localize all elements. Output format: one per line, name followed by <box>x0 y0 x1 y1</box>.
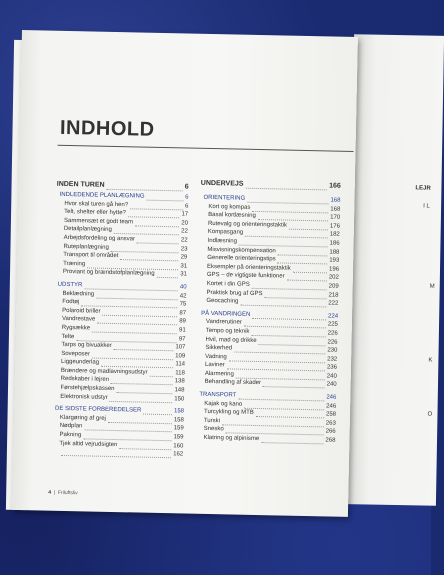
toc-entry-label: Sikkerhed <box>205 345 233 352</box>
toc-entry-page: 225 <box>327 321 338 328</box>
toc-entry-page: 168 <box>330 206 341 213</box>
toc-entry-label: Soveposer <box>61 350 90 358</box>
toc-entry-page: 232 <box>327 356 338 363</box>
toc-entry-label: Alarmering <box>204 370 234 378</box>
toc-entry-page: 170 <box>330 214 341 221</box>
toc-entry-label: Hvor skal turen gå hen? <box>64 200 129 208</box>
toc-entry-page: 182 <box>329 231 340 239</box>
toc-entry-label: Tjek altid vejrudsigten <box>59 440 118 448</box>
toc-entry-label: INDEN TUREN <box>56 180 105 189</box>
toc-entry-page: 42 <box>179 292 187 300</box>
toc-entry-label: Turcykling og MTB <box>203 409 254 417</box>
toc-entry-page: 226 <box>327 338 338 346</box>
toc-leader-dots <box>246 188 327 191</box>
toc-left-column <box>51 181 189 461</box>
toc-entry-label: Tarps og bivuakker <box>61 341 112 350</box>
toc-entry-page: 158 <box>173 417 184 424</box>
toc-leader-dots <box>137 242 179 244</box>
toc-leader-dots <box>135 225 179 227</box>
toc-leader-dots <box>287 280 327 282</box>
toc-entry-page: 17 <box>181 211 189 218</box>
book-page <box>12 30 358 517</box>
toc-entry-label: Kajak og kano <box>204 400 243 408</box>
toc-entry-page: 29 <box>180 254 188 261</box>
toc-entry-label: Misvisningskompensation <box>207 246 276 254</box>
toc-entry-page: 40 <box>179 284 187 291</box>
toc-entry-page: 246 <box>326 394 337 401</box>
toc-entry-label: Sammensæt et godt team <box>63 217 134 226</box>
toc-entry-page: 148 <box>174 387 185 394</box>
right-page-text-fragment: K <box>428 357 433 364</box>
toc-right-column <box>195 180 340 446</box>
toc-entry-label: Liggeunderlag <box>60 359 100 366</box>
toc-entry-label: Beklædning <box>62 290 95 298</box>
toc-leader-dots <box>277 254 327 256</box>
toc-entry-label: Træning <box>63 260 86 268</box>
page-footer <box>48 490 77 497</box>
toc-entry-label: TRANSPORT <box>199 391 237 399</box>
toc-leader-dots <box>150 376 173 377</box>
toc-entry-label: Transport til området <box>63 252 119 260</box>
toc-entry <box>51 449 183 460</box>
toc-entry-label: PÅ VANDRINGEN <box>201 310 251 318</box>
toc-leader-dots <box>240 305 326 308</box>
right-page-text-fragment: M <box>429 283 435 290</box>
toc-leader-dots <box>109 401 172 403</box>
toc-entry-label: Hvil, mad og drikke <box>205 336 257 344</box>
toc-leader-dots <box>128 216 179 218</box>
toc-entry-label: Proviant og brændstofplanlægning <box>62 269 155 278</box>
toc-entry-label: Praktisk brug af GPS <box>206 289 263 297</box>
toc-entry-label: UNDERVEJS <box>200 179 244 188</box>
toc-entry-page: 107 <box>175 344 186 351</box>
toc-entry-page: 160 <box>173 442 184 450</box>
toc-leader-dots <box>143 414 172 416</box>
toc-entry-label: Vadning <box>205 353 227 361</box>
toc-entry-page: 266 <box>325 428 336 436</box>
toc-entry-label: Telte <box>61 333 75 340</box>
toc-entry-label: Arbejdsfordeling og ansvar <box>63 234 136 243</box>
toc-leader-dots <box>107 189 183 192</box>
toc-entry-page: 240 <box>326 373 337 380</box>
toc-entry-page: 22 <box>181 228 188 235</box>
toc-entry-label: Rygsække <box>61 324 91 332</box>
toc-entry-label: Ruteplanlægning <box>63 243 109 251</box>
toc-entry-page: 224 <box>327 313 339 320</box>
toc-entry-label: Førstehjælpskassen <box>60 384 115 393</box>
toc-entry-label: Klatring og alpinisme <box>203 434 260 443</box>
footer-separator: | <box>52 489 57 496</box>
toc-entry-page: 176 <box>329 223 341 230</box>
toc-entry-page: 209 <box>328 283 339 290</box>
toc-entry-label: Kompasgang <box>207 229 244 237</box>
toc-entry-page: 236 <box>326 364 338 371</box>
toc-leader-dots <box>261 442 323 444</box>
toc-entry-page: 31 <box>180 271 187 278</box>
toc-entry-label: Generelle orienteringstips <box>207 255 276 263</box>
toc-entry-page: 114 <box>175 361 186 368</box>
toc-entry-page: 196 <box>328 266 340 273</box>
toc-entry-page: 23 <box>180 245 188 253</box>
toc-entry-label: Behandling af skader <box>204 379 262 387</box>
right-page <box>346 34 444 505</box>
right-page-heading-fragment: LEJR <box>415 185 431 192</box>
toc-entry-label: ORIENTERING <box>203 194 246 202</box>
footer-page-number: 4 <box>48 489 52 496</box>
toc-entry-label: Vandrerutiner <box>205 319 242 326</box>
toc-entry-label: Turski <box>203 417 221 425</box>
toc-entry-label: Pakning <box>59 431 82 439</box>
toc-entry-page: 91 <box>178 327 186 334</box>
toc-entry-page: 246 <box>326 403 337 410</box>
toc-entry-label: Klargøring af grej <box>59 414 106 422</box>
toc-leader-dots <box>146 200 183 202</box>
toc-leader-dots <box>293 271 327 273</box>
toc-entry-page: 138 <box>174 378 185 385</box>
toc-entry-page: 150 <box>174 395 185 403</box>
toc-entry-page: 31 <box>180 263 188 270</box>
toc-entry-page: 6 <box>184 203 189 210</box>
toc-entry-page: 20 <box>181 220 189 227</box>
toc-entry-label: Polaroid briller <box>62 307 101 315</box>
toc-entry-page: 193 <box>329 257 340 264</box>
toc-entry-page: 159 <box>173 434 184 441</box>
toc-entry-label: Kortet i din GPS <box>206 280 250 288</box>
toc-entry-label: Fodtøj <box>62 299 80 306</box>
toc-entry-label: Vandrestave <box>61 316 96 323</box>
toc-entry-label: Nødplan <box>59 423 83 430</box>
toc-entry-label: Detailplanlægning <box>63 226 112 234</box>
right-page-text-fragment: I L <box>423 203 430 210</box>
toc-entry-page: 222 <box>328 300 339 307</box>
toc-entry-label: UDSTYR <box>57 281 83 289</box>
toc-entry-page: 97 <box>178 335 186 342</box>
toc-entry-page: 258 <box>325 411 337 418</box>
toc-entry-page: 89 <box>179 318 186 325</box>
toc-entry-page: 87 <box>179 310 187 317</box>
toc-entry-label: Redskaber i lejren <box>60 376 110 384</box>
toc-entry-page: 158 <box>173 408 185 415</box>
toc-entry-page: 118 <box>175 370 185 377</box>
toc-entry-page: 240 <box>326 381 337 389</box>
toc-leader-dots <box>277 263 327 265</box>
toc-entry-label: GPS – de vigtigste funktioner <box>206 272 285 280</box>
toc-entry-label: DE SIDSTE FORBEREDELSER <box>55 406 142 414</box>
toc-entry-page: 202 <box>328 274 339 282</box>
toc-entry-page: 168 <box>330 197 341 204</box>
toc-entry-label: Elektronisk udstyr <box>60 393 108 401</box>
toc-entry-page: 75 <box>179 301 187 308</box>
toc-leader-dots <box>61 455 171 458</box>
toc-entry-page: 188 <box>329 249 340 256</box>
toc-entry-page: 218 <box>328 292 339 299</box>
toc-entry-label: Eksempler på orienteringstaktik <box>207 263 291 272</box>
toc-entry-label: INDLEDENDE PLANLÆGNING <box>59 191 145 200</box>
toc-entry-label: Tempo og teknik <box>205 327 250 335</box>
toc-entry-page: 268 <box>325 437 336 444</box>
toc-entry-label: Rutevalg og orienteringstaktik <box>207 220 288 229</box>
footer-book-name: Friluftsliv <box>57 489 78 497</box>
right-page-text-fragment: O <box>427 411 433 418</box>
toc-entry-page: 22 <box>180 237 188 244</box>
toc-entry-label: Laviner <box>204 362 225 369</box>
toc-entry-label: Telt, shelter eller hytte? <box>64 209 126 217</box>
toc-entry-page: 263 <box>325 420 336 427</box>
toc-entry-page: 6 <box>185 194 189 201</box>
toc-leader-dots <box>263 387 325 389</box>
toc-leader-dots <box>289 228 328 230</box>
toc-entry <box>195 435 335 447</box>
toc-leader-dots <box>157 277 178 278</box>
page-title: INDHOLD <box>59 116 155 141</box>
toc-entry-label: Geocaching <box>206 298 239 305</box>
title-rule <box>58 145 354 152</box>
toc-entry-page: 166 <box>329 182 341 190</box>
toc-entry-page: 226 <box>327 330 338 337</box>
toc-entry-page: 186 <box>329 240 340 247</box>
toc-entry-page: 159 <box>173 425 184 432</box>
toc-entry-page: 230 <box>327 347 338 354</box>
toc-entry-page: 6 <box>184 183 189 191</box>
toc-entry-label: Brændere og madlavningsudstyr <box>60 367 148 376</box>
toc-entry-page: 162 <box>173 451 184 458</box>
toc-entry-page: 109 <box>175 352 186 360</box>
toc-entry-label: Indlæsning <box>207 237 238 245</box>
toc-entry-label: Kort og kompas <box>208 203 251 211</box>
toc-entry-label: Snesko <box>203 426 224 433</box>
toc-entry-label: Basal kortlæsning <box>208 212 256 220</box>
